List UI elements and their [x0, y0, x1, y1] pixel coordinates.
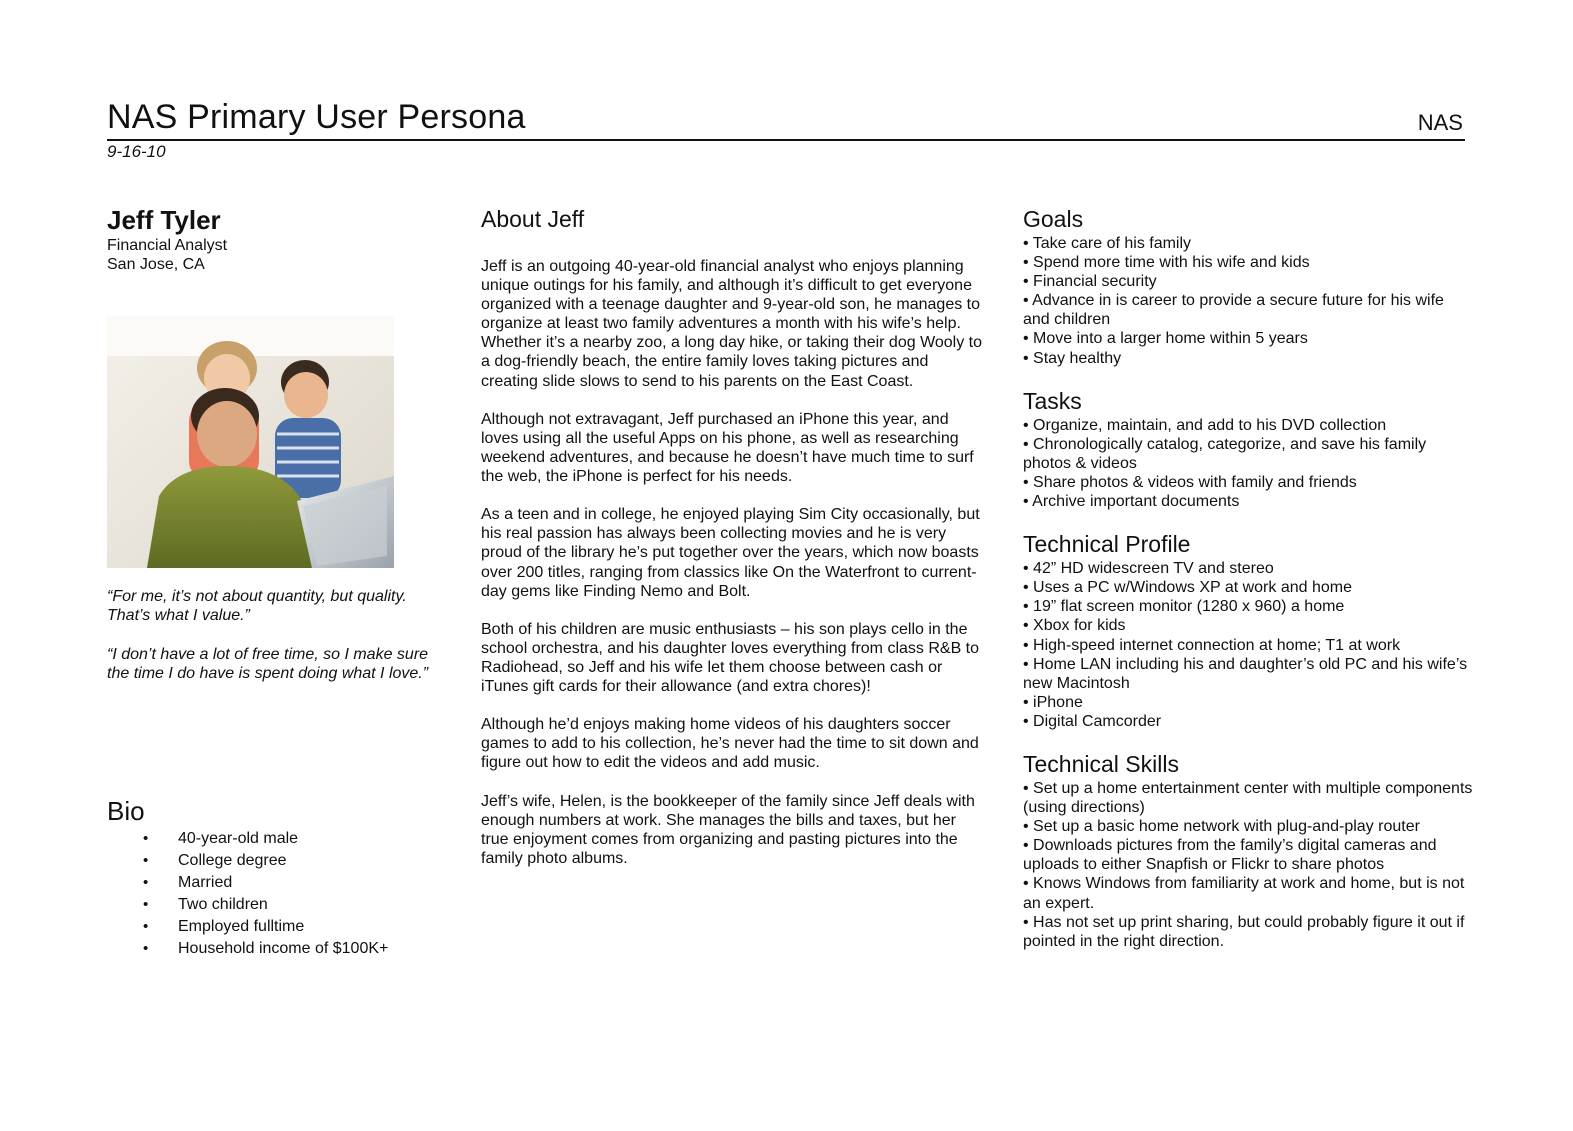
goal-item: • Stay healthy — [1023, 349, 1122, 367]
bio-item: • 40-year-old male — [107, 828, 388, 850]
about-section — [481, 204, 986, 887]
about-paragraph: As a teen and in college, he enjoyed playing Sim City occasionally, but his real passion has always been collecting movies and he is very proud of the library he’s put together over the years, which now boasts over 200 titles, ranging from classics like On the Waterfront to current-day gems like Finding Nemo and Bolt. — [481, 506, 980, 600]
technical-profile-item: • iPhone — [1023, 693, 1083, 711]
task-item: • Chronologically catalog, categorize, and save his family photos & videos — [1023, 435, 1427, 472]
bio-list — [107, 828, 388, 960]
persona-identity — [107, 205, 437, 274]
persona-details — [1023, 204, 1473, 969]
page-title: NAS Primary User Persona — [107, 98, 526, 136]
technical-profile-item: • 42” HD widescreen TV and stereo — [1023, 560, 1274, 578]
document-date: 9-16-10 — [107, 142, 166, 161]
technical-skills-section — [1023, 749, 1473, 951]
goal-item: • Advance in is career to provide a secure future for his wife and children — [1023, 292, 1444, 329]
persona-photo — [107, 316, 394, 568]
bio-item: • Household income of $100K+ — [107, 938, 388, 960]
technical-skill-item: • Has not set up print sharing, but could probably figure it out if pointed in the right direction. — [1023, 913, 1465, 950]
persona-quote-2: “I don’t have a lot of free time, so I make sure the time I do have is spent doing what I love.” — [107, 646, 429, 682]
goal-item: • Financial security — [1023, 273, 1157, 291]
persona-location: San Jose, CA — [107, 256, 205, 273]
technical-profile-item: • High-speed internet connection at home; T1 at work — [1023, 636, 1401, 654]
about-paragraph: Although not extravagant, Jeff purchased an iPhone this year, and loves using all the useful Apps on his phone, as well as researching weekend adventures, and because he doesn’t have much time to surf the web, the iPhone is perfect for his needs. — [481, 410, 974, 486]
tasks-list — [1023, 416, 1473, 511]
technical-skill-item: • Knows Windows from familiarity at work and home, but is not an expert. — [1023, 875, 1465, 912]
technical-profile-item: • Home LAN including his and daughter’s old PC and his wife’s new Macintosh — [1023, 655, 1468, 692]
header-tag: NAS — [1417, 110, 1463, 135]
goal-item: • Take care of his family — [1023, 235, 1192, 252]
technical-skill-item: • Downloads pictures from the family’s digital cameras and uploads to either Snapfish or Flickr to share photos — [1023, 837, 1437, 874]
about-heading: About Jeff — [481, 206, 585, 232]
task-item: • Archive important documents — [1023, 493, 1240, 511]
family-photo-icon — [107, 316, 394, 568]
technical-profile-item: • 19” flat screen monitor (1280 x 960) a home — [1023, 598, 1345, 616]
goals-heading: Goals — [1023, 206, 1084, 232]
bio-item: • Two children — [107, 894, 388, 916]
technical-profile-section — [1023, 529, 1473, 731]
persona-role: Financial Analyst — [107, 237, 228, 254]
technical-profile-heading: Technical Profile — [1023, 531, 1191, 558]
technical-skills-heading: Technical Skills — [1023, 750, 1179, 777]
about-paragraph: Both of his children are music enthusiasts – his son plays cello in the school orchestra, and his daughter loves everything from class R&B to Radiohead, so Jeff and his wife let them choose between cash or iTunes gift cards for their allowance (and extra chores)! — [481, 620, 980, 696]
technical-profile-item: • Digital Camcorder — [1023, 712, 1162, 730]
bio-heading: Bio — [107, 796, 145, 826]
technical-skill-item: • Set up a home entertainment center with multiple components (using directions) — [1023, 779, 1473, 817]
bio-item: • College degree — [107, 850, 388, 872]
technical-skill-item: • Set up a basic home network with plug-and-play router — [1023, 818, 1420, 836]
about-paragraph: Jeff is an outgoing 40-year-old financial analyst who enjoys planning unique outings for his family, and although it’s difficult to get everyone organized with a teenage daughter and 9-year-old son, he manages to organize at least two family adventures a month with his wife’s help. Whether it’s a nearby zoo, a long day hike, or taking their dog Wooly to a dog-friendly beach, the entire family loves taking pictures and creating slide slows to send to his parents on the East Coast. — [481, 258, 983, 390]
technical-profile-item: • Xbox for kids — [1023, 617, 1126, 635]
about-paragraph: Although he’d enjoys making home videos of his daughters soccer games to add to his collection, he’s never had the time to sit down and figure out how to edit the videos and add music. — [481, 716, 979, 772]
goal-item: • Spend more time with his wife and kids — [1023, 254, 1310, 272]
tasks-section — [1023, 386, 1473, 511]
technical-skills-list — [1023, 779, 1473, 951]
tasks-heading: Tasks — [1023, 387, 1082, 414]
technical-profile-list — [1023, 559, 1473, 731]
about-paragraph: Jeff’s wife, Helen, is the bookkeeper of the family since Jeff deals with enough numbers at work. She manages the bills and taxes, but her true enjoyment comes from organizing and pasting pictures into the family photo albums. — [481, 792, 975, 867]
persona-name: Jeff Tyler — [107, 205, 221, 235]
bio-item: • Married — [107, 872, 388, 894]
title-rule — [107, 139, 1465, 141]
goal-item: • Move into a larger home within 5 years — [1023, 330, 1308, 348]
bio-item: • Employed fulltime — [107, 916, 388, 938]
task-item: • Share photos & videos with family and friends — [1023, 473, 1357, 491]
persona-quote-1: “For me, it’s not about quantity, but quality. That’s what I value.” — [107, 588, 407, 624]
task-item: • Organize, maintain, and add to his DVD collection — [1023, 416, 1387, 434]
goals-list — [1023, 234, 1473, 368]
goals-section — [1023, 204, 1473, 368]
technical-profile-item: • Uses a PC w/Windows XP at work and home — [1023, 579, 1352, 597]
